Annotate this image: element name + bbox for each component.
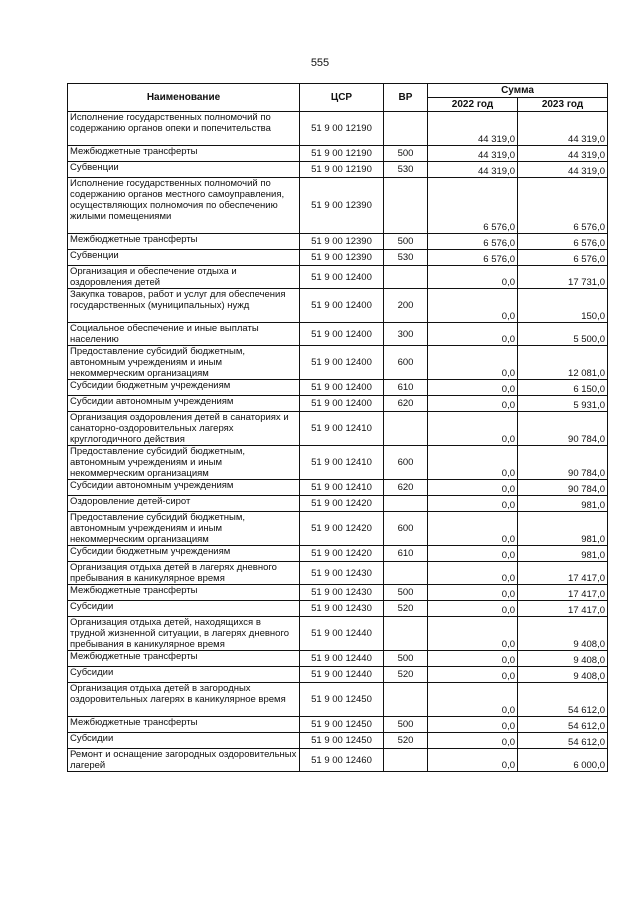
row-2022-cell: 0,0: [428, 585, 518, 601]
row-2023-cell: 90 784,0: [518, 480, 608, 496]
row-name-cell: Субсидии бюджетным учреждениям: [68, 380, 300, 396]
row-vr-cell: 600: [384, 512, 428, 546]
table-row: [68, 234, 608, 250]
row-name-cell: Исполнение государственных полномочий по содержанию органов опеки и попечительства: [68, 112, 300, 146]
row-2023-cell: 9 408,0: [518, 651, 608, 667]
table-row: [68, 546, 608, 562]
row-vr-cell: 530: [384, 250, 428, 266]
row-2022-cell: 6 576,0: [428, 250, 518, 266]
table-row: [68, 496, 608, 512]
table-row: [68, 112, 608, 146]
row-2023-cell: 44 319,0: [518, 112, 608, 146]
table-row: [68, 749, 608, 772]
row-2023-cell: 6 576,0: [518, 178, 608, 234]
row-csr-cell: 51 9 00 12420: [300, 496, 384, 512]
row-2022-cell: 0,0: [428, 380, 518, 396]
row-csr-cell: 51 9 00 12440: [300, 617, 384, 651]
row-csr-cell: 51 9 00 12420: [300, 546, 384, 562]
row-2023-cell: 6 576,0: [518, 250, 608, 266]
row-csr-cell: 51 9 00 12450: [300, 733, 384, 749]
row-2022-cell: 0,0: [428, 396, 518, 412]
row-vr-cell: 500: [384, 585, 428, 601]
row-2023-cell: 981,0: [518, 512, 608, 546]
table-row: [68, 346, 608, 380]
table-row: [68, 480, 608, 496]
row-vr-cell: 600: [384, 346, 428, 380]
row-name-cell: Субвенции: [68, 250, 300, 266]
row-2023-cell: 9 408,0: [518, 617, 608, 651]
row-2023-cell: 17 417,0: [518, 601, 608, 617]
row-name-cell: Межбюджетные трансферты: [68, 234, 300, 250]
row-vr-cell: [384, 749, 428, 772]
table-row: [68, 683, 608, 717]
row-2023-cell: 6 150,0: [518, 380, 608, 396]
row-vr-cell: [384, 112, 428, 146]
table-row: [68, 512, 608, 546]
row-name-cell: Субсидии автономным учреждениям: [68, 480, 300, 496]
table-row: [68, 178, 608, 234]
row-csr-cell: 51 9 00 12400: [300, 266, 384, 289]
row-name-cell: Субсидии автономным учреждениям: [68, 396, 300, 412]
row-vr-cell: [384, 412, 428, 446]
row-2022-cell: 0,0: [428, 683, 518, 717]
row-name-cell: Межбюджетные трансферты: [68, 717, 300, 733]
row-name-cell: Межбюджетные трансферты: [68, 585, 300, 601]
table-row: [68, 412, 608, 446]
row-csr-cell: 51 9 00 12430: [300, 562, 384, 585]
row-2022-cell: 0,0: [428, 480, 518, 496]
row-2023-cell: 17 417,0: [518, 562, 608, 585]
row-name-cell: Предоставление субсидий бюджетным, автономным учреждениям и иным некоммерческим организациям: [68, 446, 300, 480]
row-vr-cell: [384, 562, 428, 585]
row-csr-cell: 51 9 00 12390: [300, 178, 384, 234]
row-2023-cell: 54 612,0: [518, 717, 608, 733]
row-2023-cell: 6 000,0: [518, 749, 608, 772]
table-row: [68, 446, 608, 480]
row-2022-cell: 0,0: [428, 412, 518, 446]
row-2022-cell: 0,0: [428, 651, 518, 667]
row-csr-cell: 51 9 00 12400: [300, 323, 384, 346]
row-name-cell: Субсидии: [68, 601, 300, 617]
row-name-cell: Субсидии бюджетным учреждениям: [68, 546, 300, 562]
row-2022-cell: 0,0: [428, 749, 518, 772]
row-name-cell: Организация отдыха детей, находящихся в трудной жизненной ситуации, в лагерях дневного пребывания в каникулярное время: [68, 617, 300, 651]
row-name-cell: Ремонт и оснащение загородных оздоровительных лагерей: [68, 749, 300, 772]
row-2023-cell: 54 612,0: [518, 683, 608, 717]
row-2022-cell: 0,0: [428, 346, 518, 380]
row-csr-cell: 51 9 00 12410: [300, 480, 384, 496]
row-csr-cell: 51 9 00 12400: [300, 346, 384, 380]
row-csr-cell: 51 9 00 12440: [300, 667, 384, 683]
row-2023-cell: 17 731,0: [518, 266, 608, 289]
row-2023-cell: 150,0: [518, 289, 608, 323]
row-2022-cell: 44 319,0: [428, 112, 518, 146]
header-name: Наименование: [68, 84, 300, 112]
row-2023-cell: 981,0: [518, 546, 608, 562]
row-csr-cell: 51 9 00 12400: [300, 289, 384, 323]
table-row: [68, 585, 608, 601]
row-2023-cell: 5 500,0: [518, 323, 608, 346]
row-csr-cell: 51 9 00 12450: [300, 717, 384, 733]
row-vr-cell: 520: [384, 733, 428, 749]
row-2022-cell: 0,0: [428, 512, 518, 546]
page-number: 555: [310, 57, 330, 69]
table-row: [68, 651, 608, 667]
row-vr-cell: 500: [384, 234, 428, 250]
row-2022-cell: 0,0: [428, 601, 518, 617]
row-csr-cell: 51 9 00 12430: [300, 601, 384, 617]
row-name-cell: Закупка товаров, работ и услуг для обеспечения государственных (муниципальных) нужд: [68, 289, 300, 323]
row-2022-cell: 0,0: [428, 667, 518, 683]
table-row: [68, 162, 608, 178]
row-vr-cell: 620: [384, 480, 428, 496]
row-vr-cell: 520: [384, 667, 428, 683]
row-2022-cell: 0,0: [428, 496, 518, 512]
row-name-cell: Субсидии: [68, 733, 300, 749]
row-2023-cell: 90 784,0: [518, 446, 608, 480]
row-2022-cell: 0,0: [428, 546, 518, 562]
row-csr-cell: 51 9 00 12410: [300, 412, 384, 446]
row-2022-cell: 0,0: [428, 289, 518, 323]
row-csr-cell: 51 9 00 12400: [300, 396, 384, 412]
row-name-cell: Субсидии: [68, 667, 300, 683]
row-2023-cell: 44 319,0: [518, 146, 608, 162]
table-row: [68, 617, 608, 651]
header-sum: Сумма: [428, 84, 608, 98]
row-2023-cell: 6 576,0: [518, 234, 608, 250]
row-2022-cell: 0,0: [428, 617, 518, 651]
table-row: [68, 667, 608, 683]
row-name-cell: Организация отдыха детей в загородных оздоровительных лагерях в каникулярное время: [68, 683, 300, 717]
row-2022-cell: 0,0: [428, 323, 518, 346]
row-2023-cell: 17 417,0: [518, 585, 608, 601]
row-csr-cell: 51 9 00 12390: [300, 234, 384, 250]
row-vr-cell: 500: [384, 651, 428, 667]
row-vr-cell: [384, 496, 428, 512]
row-csr-cell: 51 9 00 12430: [300, 585, 384, 601]
table-body: [68, 112, 608, 772]
row-2022-cell: 0,0: [428, 266, 518, 289]
row-2022-cell: 0,0: [428, 717, 518, 733]
row-2022-cell: 0,0: [428, 733, 518, 749]
row-vr-cell: [384, 617, 428, 651]
table-row: [68, 380, 608, 396]
row-name-cell: Предоставление субсидий бюджетным, автономным учреждениям и иным некоммерческим организациям: [68, 512, 300, 546]
row-name-cell: Оздоровление детей-сирот: [68, 496, 300, 512]
row-name-cell: Организация оздоровления детей в санаториях и санаторно-оздоровительных лагерях круглогодичного действия: [68, 412, 300, 446]
row-2023-cell: 981,0: [518, 496, 608, 512]
row-vr-cell: 610: [384, 380, 428, 396]
header-vr: ВР: [384, 84, 428, 112]
budget-table: [67, 83, 608, 772]
row-name-cell: Организация и обеспечение отдыха и оздоровления детей: [68, 266, 300, 289]
row-csr-cell: 51 9 00 12390: [300, 250, 384, 266]
row-vr-cell: 300: [384, 323, 428, 346]
row-name-cell: Организация отдыха детей в лагерях дневного пребывания в каникулярное время: [68, 562, 300, 585]
row-name-cell: Исполнение государственных полномочий по содержанию органов местного самоуправления, осуществляющих полномочия по обеспечению жилыми помещениями: [68, 178, 300, 234]
row-2022-cell: 44 319,0: [428, 146, 518, 162]
row-vr-cell: 520: [384, 601, 428, 617]
row-csr-cell: 51 9 00 12420: [300, 512, 384, 546]
row-2023-cell: 54 612,0: [518, 733, 608, 749]
table-row: [68, 562, 608, 585]
row-name-cell: Предоставление субсидий бюджетным, автономным учреждениям и иным некоммерческим организациям: [68, 346, 300, 380]
header-csr: ЦСР: [300, 84, 384, 112]
row-csr-cell: 51 9 00 12190: [300, 112, 384, 146]
row-vr-cell: [384, 266, 428, 289]
row-name-cell: Межбюджетные трансферты: [68, 651, 300, 667]
row-2023-cell: 9 408,0: [518, 667, 608, 683]
table-row: [68, 266, 608, 289]
row-2022-cell: 44 319,0: [428, 162, 518, 178]
row-2022-cell: 0,0: [428, 446, 518, 480]
table-row: [68, 250, 608, 266]
table-row: [68, 396, 608, 412]
row-2023-cell: 5 931,0: [518, 396, 608, 412]
row-name-cell: Межбюджетные трансферты: [68, 146, 300, 162]
row-vr-cell: 500: [384, 146, 428, 162]
row-csr-cell: 51 9 00 12190: [300, 146, 384, 162]
table-row: [68, 717, 608, 733]
row-2022-cell: 6 576,0: [428, 234, 518, 250]
table-row: [68, 601, 608, 617]
table-row: [68, 323, 608, 346]
row-csr-cell: 51 9 00 12460: [300, 749, 384, 772]
row-vr-cell: [384, 683, 428, 717]
row-csr-cell: 51 9 00 12410: [300, 446, 384, 480]
header-year-2023: 2023 год: [518, 98, 608, 112]
row-vr-cell: 610: [384, 546, 428, 562]
row-2023-cell: 12 081,0: [518, 346, 608, 380]
row-vr-cell: 620: [384, 396, 428, 412]
row-csr-cell: 51 9 00 12450: [300, 683, 384, 717]
row-2023-cell: 90 784,0: [518, 412, 608, 446]
table-row: [68, 289, 608, 323]
row-vr-cell: 600: [384, 446, 428, 480]
row-vr-cell: [384, 178, 428, 234]
row-csr-cell: 51 9 00 12440: [300, 651, 384, 667]
row-2022-cell: 0,0: [428, 562, 518, 585]
row-2022-cell: 6 576,0: [428, 178, 518, 234]
row-csr-cell: 51 9 00 12400: [300, 380, 384, 396]
row-2023-cell: 44 319,0: [518, 162, 608, 178]
table-row: [68, 733, 608, 749]
row-vr-cell: 500: [384, 717, 428, 733]
table-row: [68, 146, 608, 162]
row-name-cell: Субвенции: [68, 162, 300, 178]
row-name-cell: Социальное обеспечение и иные выплаты населению: [68, 323, 300, 346]
header-year-2022: 2022 год: [428, 98, 518, 112]
row-vr-cell: 200: [384, 289, 428, 323]
row-csr-cell: 51 9 00 12190: [300, 162, 384, 178]
row-vr-cell: 530: [384, 162, 428, 178]
